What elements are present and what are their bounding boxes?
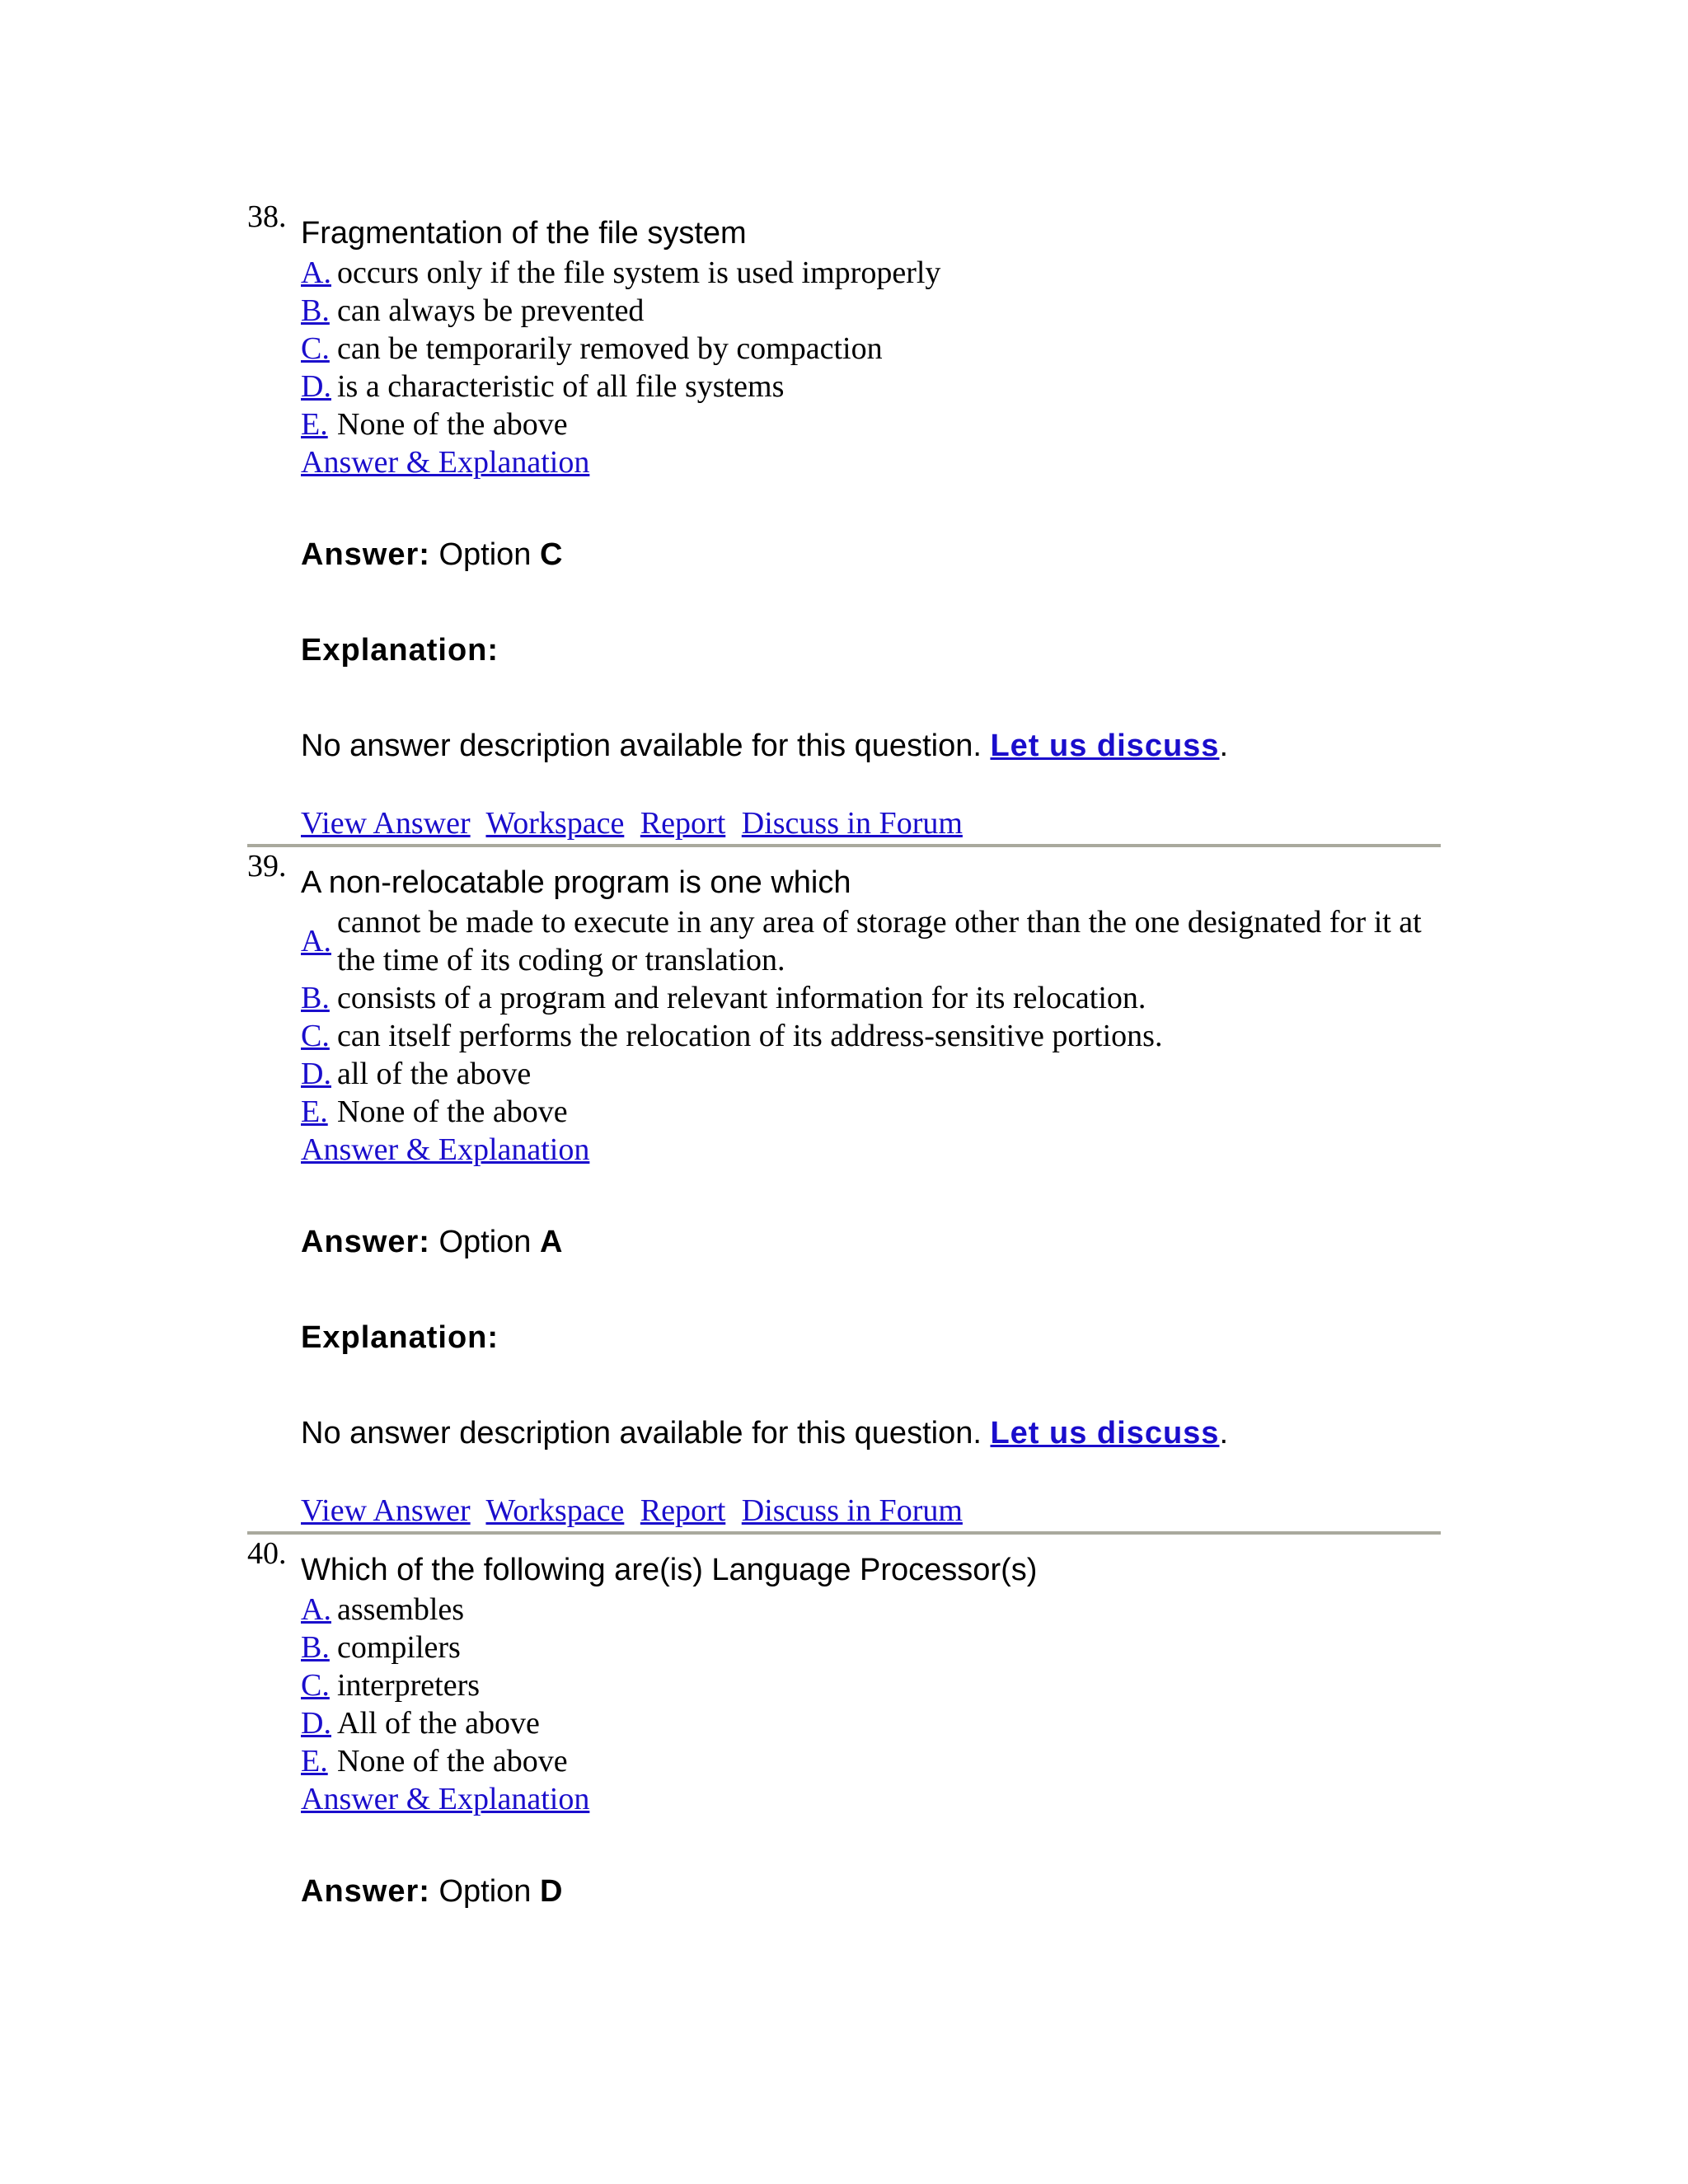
option-a-text: assembles [337, 1592, 465, 1627]
discuss-in-forum-link[interactable]: Discuss in Forum [741, 806, 963, 841]
answer-prefix: Option [438, 537, 532, 572]
option-d [301, 1055, 1441, 1093]
option-e-text: None of the above [337, 1744, 568, 1779]
view-answer-link[interactable]: View Answer [301, 1493, 471, 1528]
let-us-discuss-link[interactable]: Let us discuss [990, 1416, 1220, 1451]
option-b-text: compilers [337, 1630, 461, 1665]
answer-line [301, 536, 1441, 574]
period: . [1219, 1416, 1228, 1451]
option-d-text: All of the above [337, 1706, 540, 1741]
option-e [301, 1093, 1441, 1131]
report-link[interactable]: Report [640, 806, 726, 841]
option-e [301, 405, 1441, 443]
question-text: Which of the following are(is) Language Processor(s) [301, 1553, 1038, 1587]
option-b-link[interactable]: B. [301, 981, 330, 1015]
discuss-in-forum-link[interactable]: Discuss in Forum [741, 1493, 963, 1528]
answer-label: Answer: [301, 537, 430, 572]
answer-label: Answer: [301, 1225, 430, 1259]
option-e-link[interactable]: E. [301, 1094, 328, 1129]
explanation-heading: Explanation: [301, 1320, 499, 1355]
answer-label: Answer: [301, 1874, 430, 1909]
options-list [301, 903, 1441, 1131]
option-c-text: can itself performs the relocation of its address-sensitive portions. [337, 1019, 1163, 1053]
option-c-link[interactable]: C. [301, 1668, 330, 1703]
answer-value: A [540, 1225, 563, 1259]
option-d [301, 1704, 1441, 1742]
option-a [301, 1591, 1441, 1629]
explanation-heading: Explanation: [301, 633, 499, 668]
option-e-text: None of the above [337, 407, 568, 442]
option-c [301, 1666, 1441, 1704]
question-body [301, 198, 1441, 842]
question-actions [301, 1492, 1441, 1530]
option-e [301, 1742, 1441, 1780]
option-d-link[interactable]: D. [301, 1706, 331, 1741]
question-number: 38. [247, 199, 287, 234]
option-d-text: is a characteristic of all file systems [337, 369, 785, 404]
explanation-text: No answer description available for this question. [301, 1416, 982, 1451]
option-e-text: None of the above [337, 1094, 568, 1129]
option-b-link[interactable]: B. [301, 1630, 330, 1665]
report-link[interactable]: Report [640, 1493, 726, 1528]
option-a-text: occurs only if the file system is used improperly [337, 255, 941, 290]
option-a-text: cannot be made to execute in any area of storage other than the one designated for it at the time of its coding or translation. [337, 905, 1422, 977]
option-a [301, 254, 1441, 292]
option-c-link[interactable]: C. [301, 1019, 330, 1053]
answer-value: D [540, 1874, 563, 1909]
option-d [301, 368, 1441, 405]
option-c-text: interpreters [337, 1668, 481, 1703]
question-actions [301, 804, 1441, 842]
answer-prefix: Option [438, 1874, 532, 1909]
view-answer-link[interactable]: View Answer [301, 806, 471, 841]
option-c-link[interactable]: C. [301, 331, 330, 366]
question-40 [247, 1535, 1441, 1910]
period: . [1219, 729, 1228, 763]
option-e-link[interactable]: E. [301, 1744, 328, 1779]
question-body [301, 847, 1441, 1530]
option-b [301, 979, 1441, 1017]
option-c-text: can be temporarily removed by compaction [337, 331, 883, 366]
answer-value: C [540, 537, 563, 572]
question-text: A non-relocatable program is one which [301, 865, 851, 900]
option-b [301, 292, 1441, 330]
option-a-link[interactable]: A. [301, 924, 331, 958]
workspace-link[interactable]: Workspace [485, 806, 625, 841]
explanation-text-line [301, 727, 1441, 765]
answer-line [301, 1872, 1441, 1910]
option-d-link[interactable]: D. [301, 369, 331, 404]
answer-explanation-link[interactable]: Answer & Explanation [301, 1132, 590, 1167]
answer-explanation-link[interactable]: Answer & Explanation [301, 1782, 590, 1816]
workspace-link[interactable]: Workspace [485, 1493, 625, 1528]
question-38 [247, 198, 1441, 842]
option-b-text: can always be prevented [337, 293, 645, 328]
answer-prefix: Option [438, 1225, 532, 1259]
option-e-link[interactable]: E. [301, 407, 328, 442]
option-c [301, 330, 1441, 368]
option-d-text: all of the above [337, 1057, 532, 1091]
option-b-link[interactable]: B. [301, 293, 330, 328]
question-39 [247, 847, 1441, 1530]
option-a-link[interactable]: A. [301, 1592, 331, 1627]
quiz-page [247, 198, 1441, 1910]
explanation-text: No answer description available for this question. [301, 729, 982, 763]
question-number: 39. [247, 849, 287, 883]
option-c [301, 1017, 1441, 1055]
option-b [301, 1629, 1441, 1666]
explanation-text-line [301, 1414, 1441, 1452]
question-number: 40. [247, 1536, 287, 1571]
options-list [301, 1591, 1441, 1780]
option-b-text: consists of a program and relevant information for its relocation. [337, 981, 1146, 1015]
option-a-link[interactable]: A. [301, 255, 331, 290]
question-body [301, 1535, 1441, 1910]
let-us-discuss-link[interactable]: Let us discuss [990, 729, 1220, 763]
answer-explanation-link[interactable]: Answer & Explanation [301, 445, 590, 480]
question-text: Fragmentation of the file system [301, 216, 747, 251]
option-a [301, 903, 1441, 979]
answer-line [301, 1223, 1441, 1261]
options-list [301, 254, 1441, 443]
option-d-link[interactable]: D. [301, 1057, 331, 1091]
